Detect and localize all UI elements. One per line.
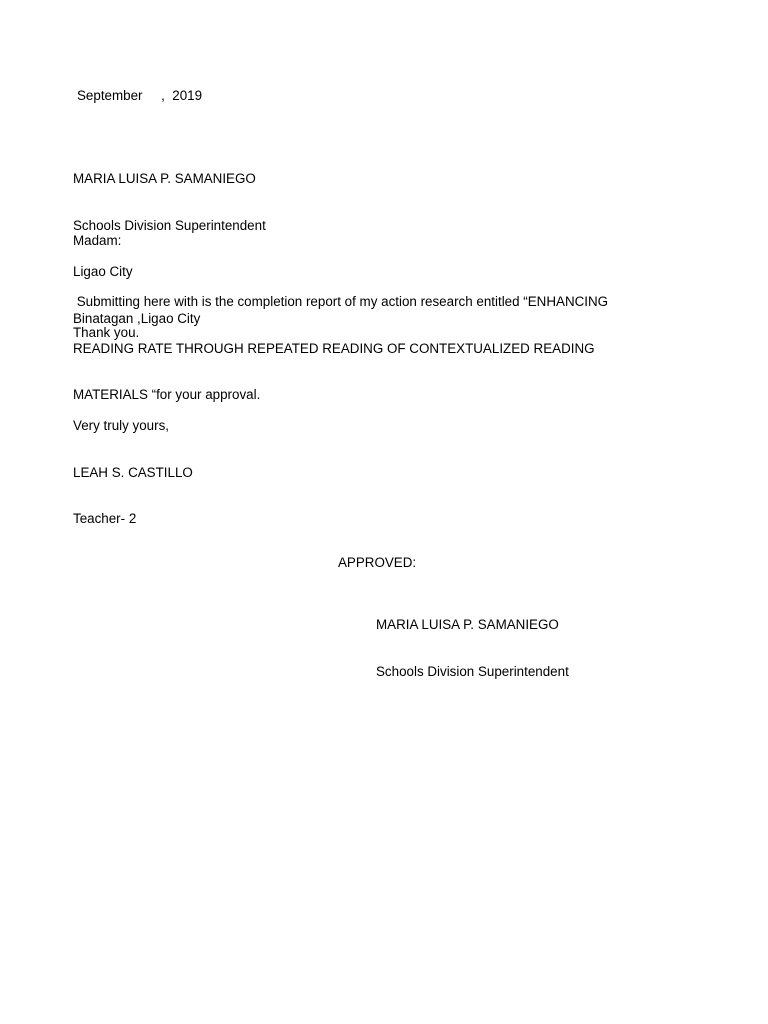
approver-name: MARIA LUISA P. SAMANIEGO bbox=[376, 617, 559, 632]
recipient-name: MARIA LUISA P. SAMANIEGO bbox=[73, 171, 256, 186]
closing-block bbox=[73, 387, 193, 558]
body-line: READING RATE THROUGH REPEATED READING OF CONTEXTUALIZED READING bbox=[73, 340, 595, 356]
recipient-address: Binatagan ,Ligao City bbox=[73, 310, 201, 326]
thanks-line: Thank you. bbox=[73, 325, 140, 340]
sender-position: Teacher- 2 bbox=[73, 511, 137, 526]
body-line: MATERIALS “for your approval. bbox=[73, 387, 261, 402]
approver-title: Schools Division Superintendent bbox=[376, 663, 569, 679]
recipient-title: Schools Division Superintendent bbox=[73, 217, 266, 233]
approver-block bbox=[376, 586, 569, 710]
recipient-city: Ligao City bbox=[73, 264, 133, 279]
sender-name: LEAH S. CASTILLO bbox=[73, 464, 193, 480]
salutation: Madam: bbox=[73, 233, 122, 248]
valediction: Very truly yours, bbox=[73, 418, 169, 433]
letter-date: September , 2019 bbox=[77, 88, 203, 103]
body-line: Submitting here with is the completion report of my action research entitled “ENHANCING bbox=[73, 294, 609, 309]
approved-label: APPROVED: bbox=[338, 555, 417, 570]
